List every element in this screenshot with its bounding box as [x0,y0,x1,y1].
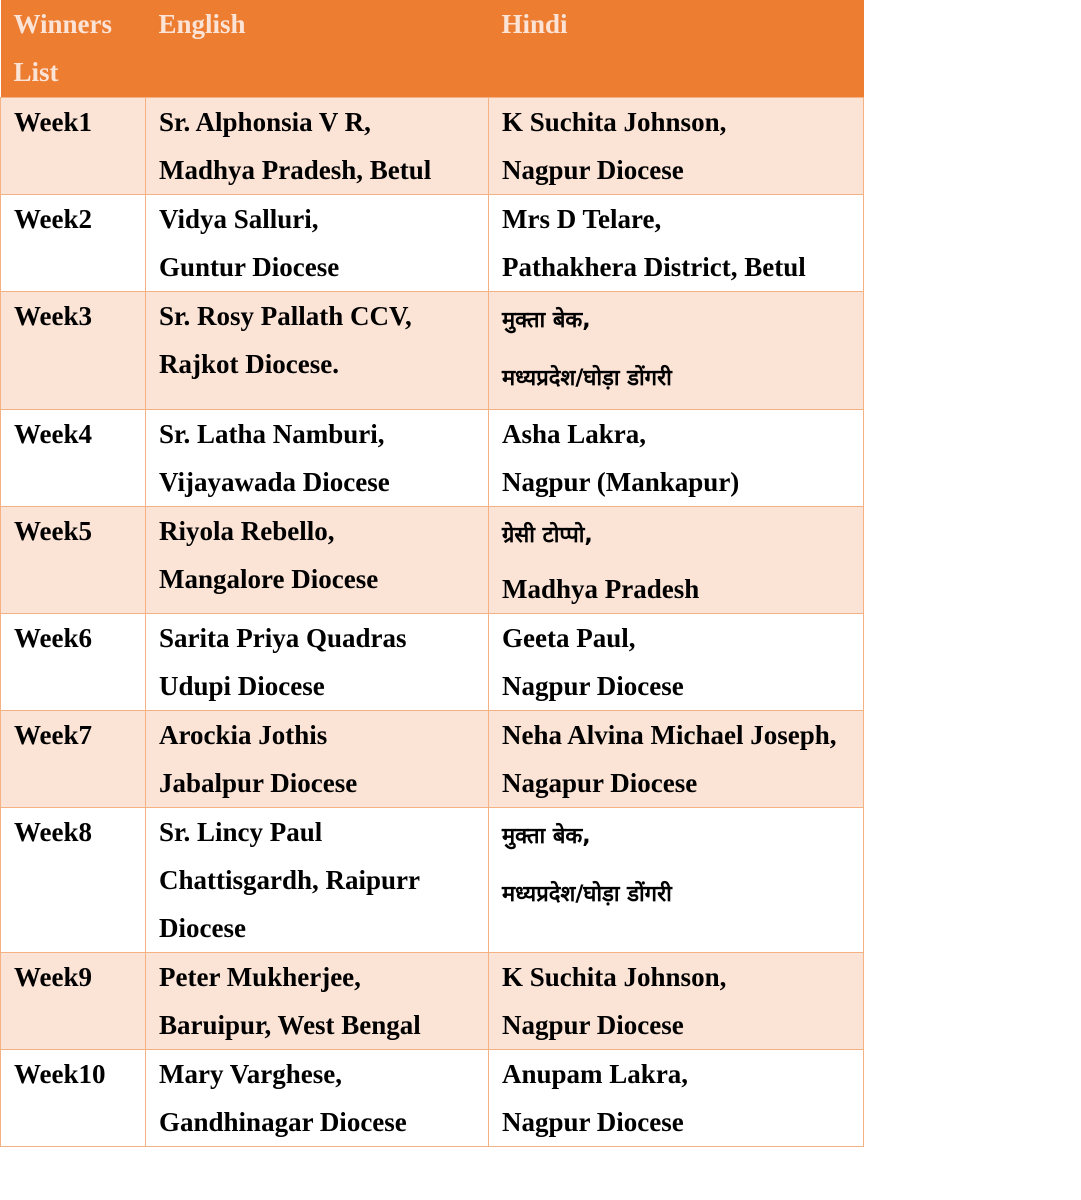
table-header [1,0,864,97]
english-winner-line: Jabalpur Diocese [159,767,358,798]
english-winner-line: Sr. Lincy Paul [159,816,323,847]
english-winner-cell [146,613,489,710]
hindi-winner-cell [489,613,864,710]
hindi-winner-cell [489,710,864,807]
week-label: Week5 [14,515,92,546]
week-cell [1,1049,146,1146]
hindi-winner-cell [489,506,864,613]
hindi-winner-cell [489,291,864,409]
english-winner-cell [146,807,489,952]
hindi-winner-line: मध्यप्रदेश/घोड़ा डोंगरी [502,365,672,391]
english-winner-cell [146,710,489,807]
hindi-winner-line: Nagpur Diocese [502,154,684,185]
table-row [1,952,864,1049]
week-cell [1,194,146,291]
hindi-winner-line: ग्रेसी टोप्पो, [502,522,593,548]
week-label: Week10 [14,1058,106,1089]
table-row [1,506,864,613]
hindi-winner-cell [489,952,864,1049]
english-winner-line: Vidya Salluri, [159,203,319,234]
week-cell [1,613,146,710]
english-winner-line: Udupi Diocese [159,670,325,701]
english-winner-line: Riyola Rebello, [159,515,335,546]
english-winner-line: Sr. Alphonsia V R, [159,106,371,137]
week-label: Week7 [14,719,92,750]
english-winner-cell [146,97,489,194]
table-row [1,1049,864,1146]
hindi-winner-line: Geeta Paul, [502,622,636,653]
table-row [1,409,864,506]
header-row [1,0,864,97]
week-cell [1,506,146,613]
week-cell [1,710,146,807]
hindi-winner-cell [489,97,864,194]
hindi-winner-line: Madhya Pradesh [502,573,700,604]
english-winner-cell [146,1049,489,1146]
hindi-winner-line: Nagpur (Mankapur) [502,466,740,497]
english-winner-line: Sr. Rosy Pallath CCV, [159,300,412,331]
hindi-winner-line: Pathakhera District, Betul [502,251,806,282]
hindi-winner-cell [489,807,864,952]
english-winner-line: Mangalore Diocese [159,563,379,594]
english-winner-cell [146,952,489,1049]
hindi-winner-line: Asha Lakra, [502,418,647,449]
hindi-winner-line: मुक्ता बेक, [502,823,591,849]
table-row [1,710,864,807]
english-winner-line: Baruipur, West Bengal [159,1009,421,1040]
english-winner-line: Rajkot Diocese. [159,348,339,379]
hindi-winner-line: Nagapur Diocese [502,767,698,798]
english-winner-line: Gandhinagar Diocese [159,1106,407,1137]
english-winner-cell [146,506,489,613]
hindi-winner-line: Nagpur Diocese [502,1009,684,1040]
english-winner-cell [146,291,489,409]
hindi-winner-line: K Suchita Johnson, [502,961,727,992]
hindi-winner-line: मध्यप्रदेश/घोड़ा डोंगरी [502,881,672,907]
week-cell [1,952,146,1049]
hindi-winner-line: K Suchita Johnson, [502,106,727,137]
english-winner-line: Madhya Pradesh, Betul [159,154,432,185]
week-label: Week1 [14,106,92,137]
english-winner-line: Arockia Jothis [159,719,328,750]
english-winner-line: Guntur Diocese [159,251,340,282]
hindi-winner-cell [489,1049,864,1146]
week-cell [1,97,146,194]
week-cell [1,291,146,409]
week-label: Week9 [14,961,92,992]
english-winner-line: Peter Mukherjee, [159,961,361,992]
header-english: English [146,0,489,97]
english-winner-line: Mary Varghese, [159,1058,342,1089]
week-cell [1,409,146,506]
hindi-winner-cell [489,409,864,506]
table-row [1,194,864,291]
hindi-winner-line: Nagpur Diocese [502,670,684,701]
week-label: Week6 [14,622,92,653]
table-row [1,97,864,194]
week-label: Week3 [14,300,92,331]
week-cell [1,807,146,952]
table-row [1,807,864,952]
hindi-winner-line: Mrs D Telare, [502,203,662,234]
hindi-winner-line: Neha Alvina Michael Joseph, [502,719,837,750]
english-winner-cell [146,194,489,291]
english-winner-cell [146,409,489,506]
english-winner-line: Diocese [159,912,246,943]
table-row [1,291,864,409]
week-label: Week4 [14,418,92,449]
header-winners-line: Winners [13,9,113,39]
english-winner-line: Sr. Latha Namburi, [159,418,385,449]
week-label: Week2 [14,203,92,234]
english-winner-line: Chattisgardh, Raipurr [159,864,421,895]
header-winners-list [1,0,146,97]
week-label: Week8 [14,816,92,847]
header-hindi: Hindi [489,0,864,97]
table-body [1,97,864,1146]
table-row [1,613,864,710]
hindi-winner-line: Nagpur Diocese [502,1106,684,1137]
header-list-line: List [13,57,59,87]
english-winner-line: Vijayawada Diocese [159,466,390,497]
hindi-winner-line: Anupam Lakra, [502,1058,689,1089]
hindi-winner-line: मुक्ता बेक, [502,307,591,333]
hindi-winner-cell [489,194,864,291]
english-winner-line: Sarita Priya Quadras [159,622,407,653]
